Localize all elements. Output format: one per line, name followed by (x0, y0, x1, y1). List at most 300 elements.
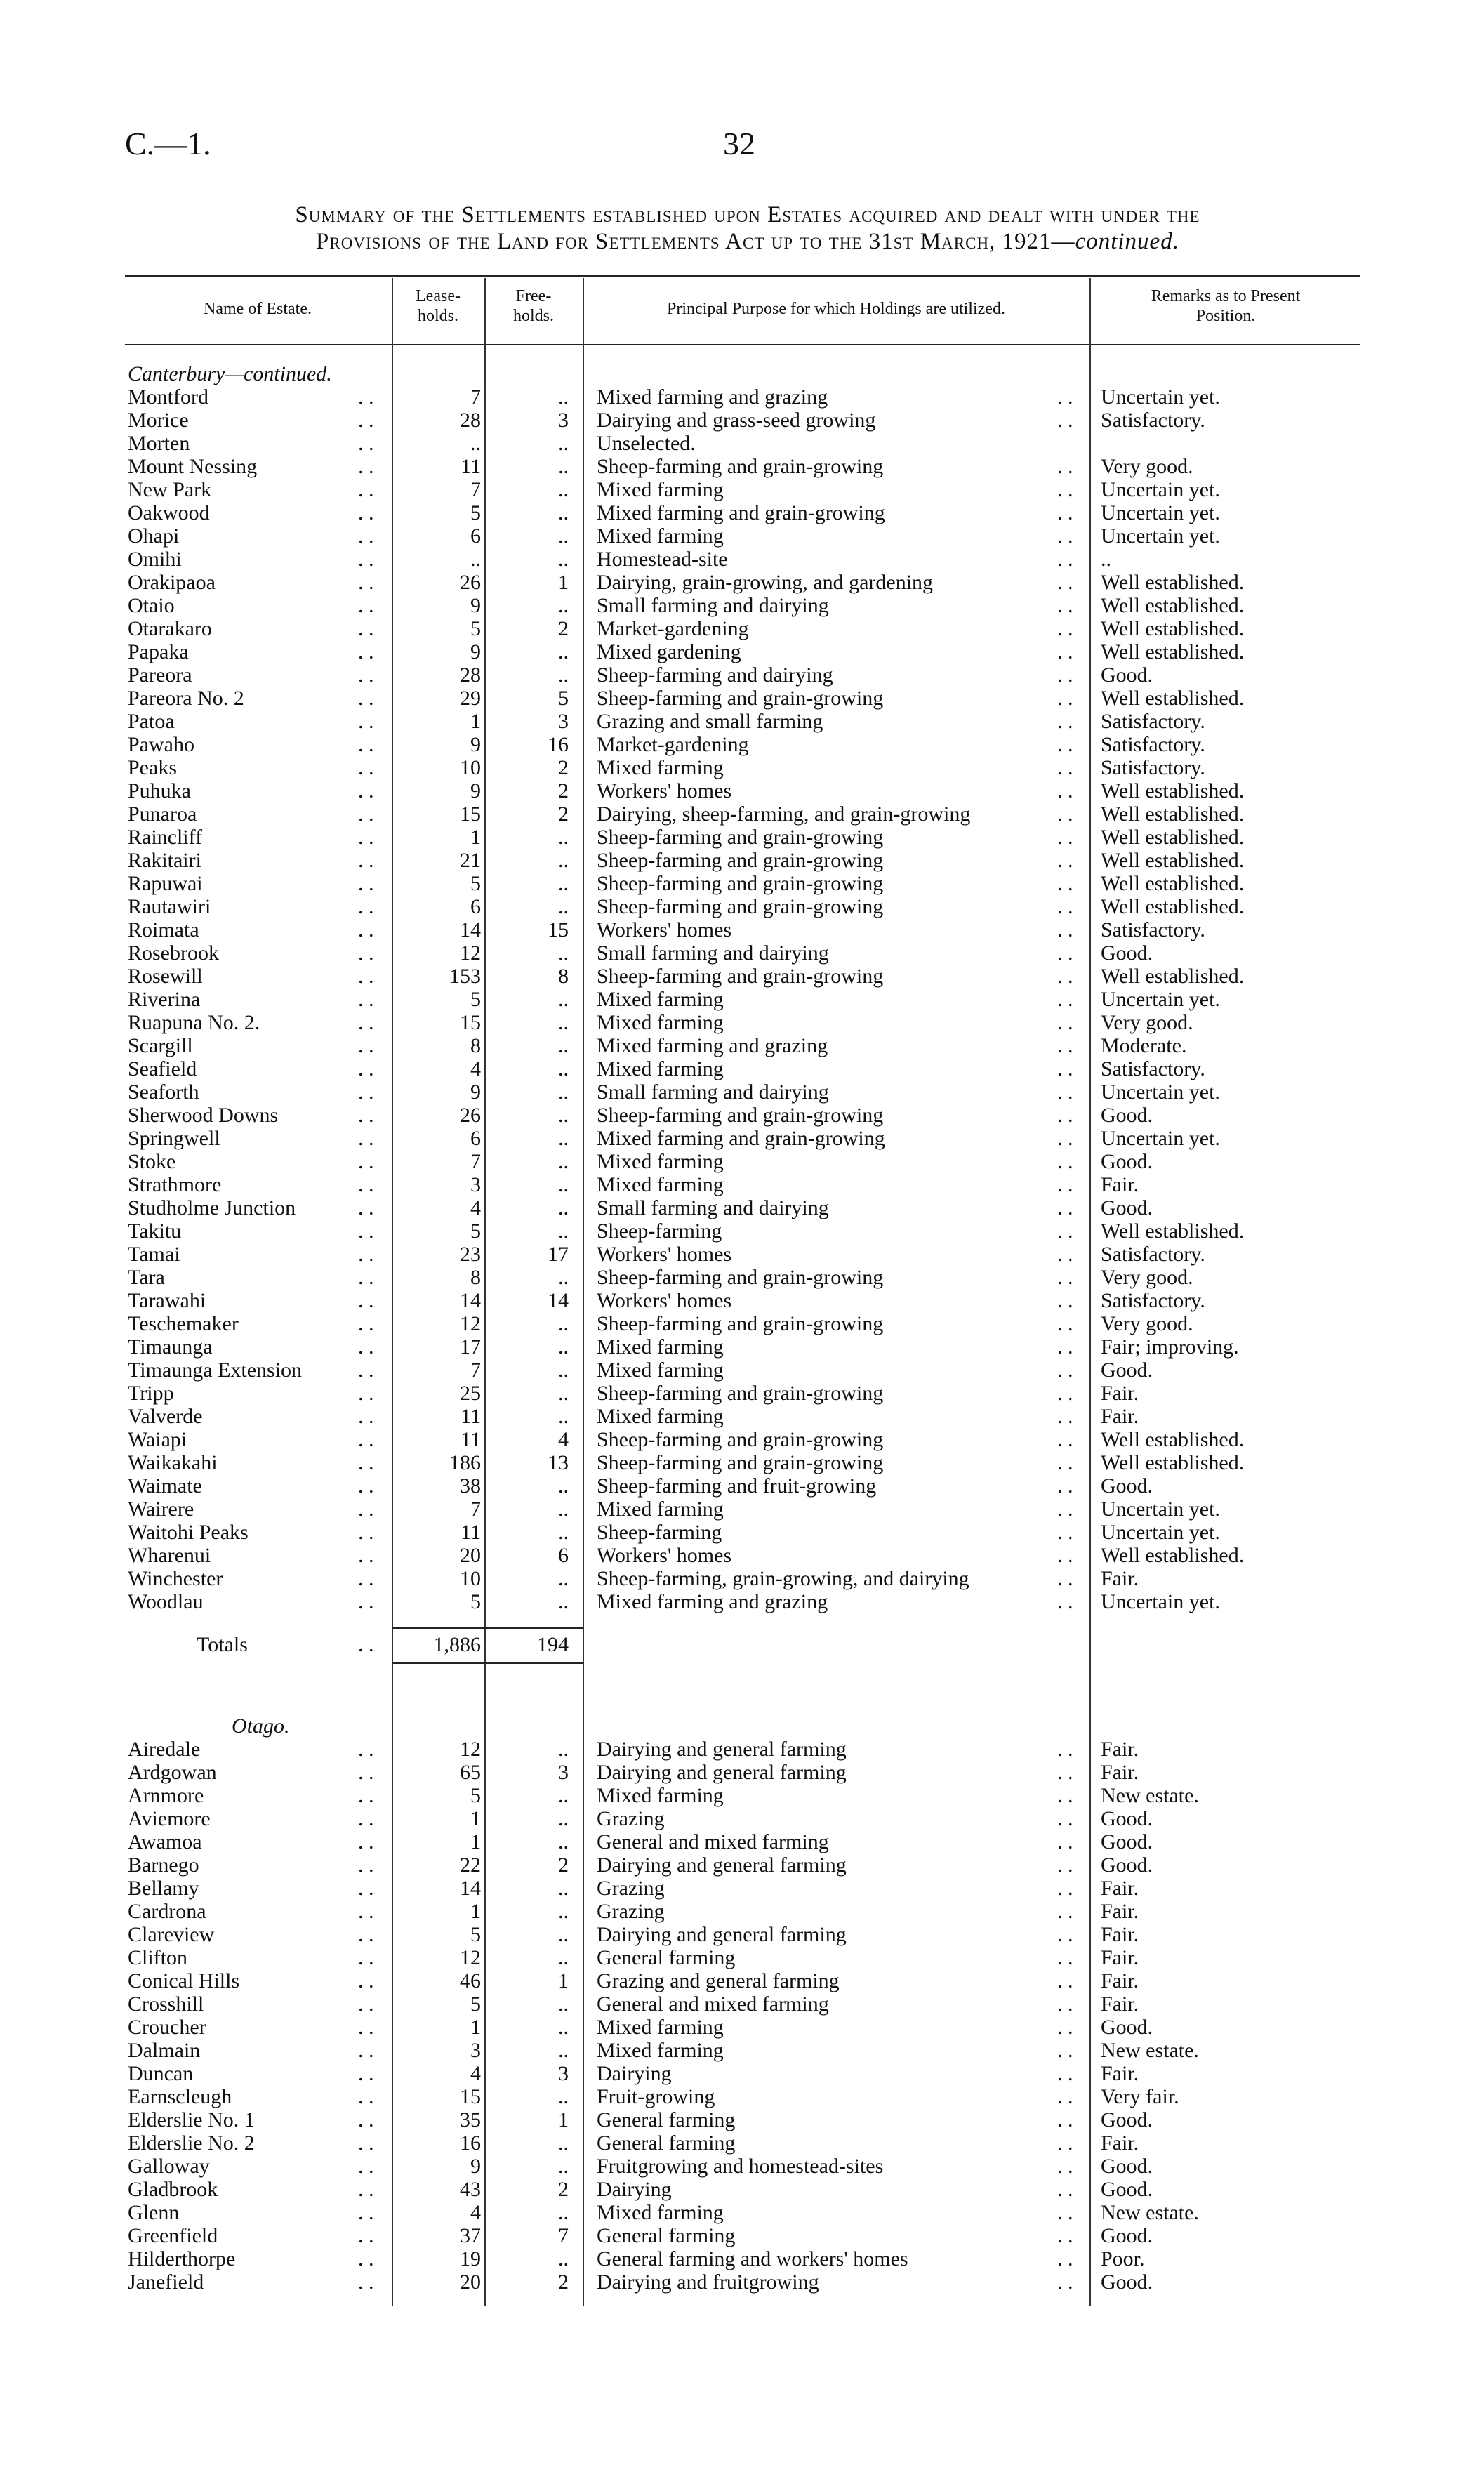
freeholds-value: 1 (558, 571, 569, 594)
leaseholds-value: .. (470, 432, 481, 455)
purpose-value: Small farming and dairying (597, 941, 829, 965)
leader-dots: . . (358, 2108, 374, 2131)
leader-dots: . . (1057, 2270, 1073, 2294)
title-line2-main: Provisions of the Land for Settlements Act up to the 31st March, 1921— (316, 229, 1075, 254)
leader-dots: . . (358, 988, 374, 1011)
table-row (0, 1498, 1484, 1521)
leaseholds-value: 6 (470, 524, 481, 548)
purpose-value: Sheep-farming and grain-growing (597, 455, 884, 478)
leader-dots: . . (358, 1761, 374, 1784)
leader-dots: . . (1057, 1969, 1073, 1992)
remarks-value: Well established. (1101, 1544, 1245, 1567)
leaseholds-value: 1 (470, 1900, 481, 1923)
leader-dots: . . (358, 1266, 374, 1289)
leaseholds-value: 9 (470, 1080, 481, 1104)
leaseholds-value: 5 (470, 1784, 481, 1807)
leader-dots: . . (358, 1567, 374, 1590)
leader-dots: . . (358, 1196, 374, 1219)
leaseholds-value: 11 (461, 455, 481, 478)
remarks-value: Satisfactory. (1101, 1057, 1205, 1080)
freeholds-value: .. (558, 1946, 569, 1969)
leader-dots: . . (358, 756, 374, 779)
leader-dots: . . (358, 478, 374, 501)
leaseholds-value: 12 (460, 1312, 481, 1335)
leader-dots: . . (1057, 1877, 1073, 1900)
table-row (0, 594, 1484, 617)
purpose-value: Dairying and general farming (597, 1853, 847, 1877)
freeholds-value: .. (558, 524, 569, 548)
leaseholds-value: 153 (449, 965, 481, 988)
leader-dots: . . (1057, 478, 1073, 501)
leader-dots: . . (358, 617, 374, 640)
purpose-value: Workers' homes (597, 918, 732, 941)
freeholds-value: .. (558, 2016, 569, 2039)
remarks-value: Fair. (1101, 2131, 1139, 2155)
estate-name: Janefield (128, 2270, 204, 2294)
table-row (0, 895, 1484, 918)
leader-dots: . . (1057, 988, 1073, 1011)
leader-dots: . . (1057, 1923, 1073, 1946)
estate-name: Awamoa (128, 1830, 202, 1853)
leader-dots: . . (1057, 1266, 1073, 1289)
table-row (0, 826, 1484, 849)
estate-name: Clifton (128, 1946, 188, 1969)
remarks-value: Uncertain yet. (1101, 1521, 1220, 1544)
purpose-value: Grazing and general farming (597, 1969, 840, 1992)
table-title-line2 (119, 229, 1376, 255)
table-row (0, 2131, 1484, 2155)
estate-name: Rakitairi (128, 849, 201, 872)
leader-dots: . . (358, 1173, 374, 1196)
table-row (0, 756, 1484, 779)
table-row (0, 2178, 1484, 2201)
table-row (0, 1969, 1484, 1992)
estate-name: Pawaho (128, 733, 194, 756)
leader-dots: . . (1057, 1738, 1073, 1761)
estate-name: Waimate (128, 1474, 202, 1498)
freeholds-value: 3 (558, 409, 569, 432)
leader-dots: . . (1057, 1080, 1073, 1104)
estate-name: Valverde (128, 1405, 203, 1428)
purpose-value: Workers' homes (597, 779, 732, 802)
remarks-value: Good. (1101, 663, 1153, 687)
estate-name: Timaunga (128, 1335, 213, 1359)
remarks-value: Very good. (1101, 1312, 1193, 1335)
freeholds-value: .. (558, 478, 569, 501)
leader-dots: . . (1057, 895, 1073, 918)
remarks-value: Well established. (1101, 617, 1245, 640)
leaseholds-value: 8 (470, 1034, 481, 1057)
purpose-value: Mixed gardening (597, 640, 741, 663)
leaseholds-value: 5 (470, 617, 481, 640)
document-code: C.—1. (125, 126, 211, 161)
estate-name: Patoa (128, 710, 175, 733)
leaseholds-value: 1 (470, 710, 481, 733)
leader-dots: . . (1057, 1830, 1073, 1853)
freeholds-value: .. (558, 1807, 569, 1830)
freeholds-value: .. (558, 501, 569, 524)
leader-dots: . . (1057, 1761, 1073, 1784)
leaseholds-value: 9 (470, 594, 481, 617)
leaseholds-value: 5 (470, 1992, 481, 2016)
purpose-value: Sheep-farming and grain-growing (597, 1266, 884, 1289)
table-row (0, 1590, 1484, 1613)
leaseholds-value: 4 (470, 1196, 481, 1219)
table-row (0, 2224, 1484, 2247)
remarks-value: Good. (1101, 1150, 1153, 1173)
purpose-value: Grazing and small farming (597, 710, 823, 733)
purpose-value: Sheep-farming, grain-growing, and dairying (597, 1567, 969, 1590)
purpose-value: Mixed farming and grain-growing (597, 1127, 885, 1150)
freeholds-value: .. (558, 2085, 569, 2108)
table-row (0, 1451, 1484, 1474)
estate-name: Waikakahi (128, 1451, 218, 1474)
leader-dots: . . (358, 409, 374, 432)
leaseholds-value: .. (470, 548, 481, 571)
table-row (0, 1474, 1484, 1498)
leader-dots: . . (358, 1474, 374, 1498)
freeholds-value: .. (558, 2155, 569, 2178)
estate-name: Waiapi (128, 1428, 187, 1451)
estate-name: Waitohi Peaks (128, 1521, 249, 1544)
totals-leaseholds: 1,886 (433, 1633, 481, 1656)
leader-dots: . . (358, 1992, 374, 2016)
freeholds-value: .. (558, 455, 569, 478)
leaseholds-value: 37 (460, 2224, 481, 2247)
leaseholds-value: 5 (470, 1219, 481, 1243)
leader-dots: . . (1057, 1382, 1073, 1405)
section-title: Otago. (232, 1714, 290, 1738)
leaseholds-value: 5 (470, 1923, 481, 1946)
leaseholds-value: 1 (470, 1830, 481, 1853)
leader-dots: . . (1057, 1567, 1073, 1590)
purpose-value: Mixed farming (597, 524, 724, 548)
freeholds-value: .. (558, 1498, 569, 1521)
freeholds-value: .. (558, 2201, 569, 2224)
leader-dots: . . (1057, 571, 1073, 594)
col-header-remarks: Remarks as to Present Position. (1151, 287, 1301, 325)
leaseholds-value: 7 (470, 385, 481, 409)
leader-dots: . . (358, 1784, 374, 1807)
remarks-value: Well established. (1101, 965, 1245, 988)
table-row (0, 1992, 1484, 2016)
leader-dots: . . (1057, 1498, 1073, 1521)
remarks-value: Very good. (1101, 1011, 1193, 1034)
leader-dots: . . (358, 802, 374, 826)
table-row (0, 988, 1484, 1011)
leaseholds-value: 8 (470, 1266, 481, 1289)
freeholds-value: 6 (558, 1544, 569, 1567)
leader-dots: . . (358, 2016, 374, 2039)
table-row (0, 1544, 1484, 1567)
table-row (0, 2016, 1484, 2039)
leader-dots: . . (358, 1127, 374, 1150)
estate-name: Otarakaro (128, 617, 212, 640)
estate-name: Riverina (128, 988, 201, 1011)
estate-name: Strathmore (128, 1173, 222, 1196)
leader-dots: . . (358, 895, 374, 918)
leaseholds-value: 43 (460, 2178, 481, 2201)
leader-dots: . . (358, 1034, 374, 1057)
freeholds-value: 2 (558, 617, 569, 640)
freeholds-value: 16 (548, 733, 569, 756)
table-row (0, 1567, 1484, 1590)
leaseholds-value: 6 (470, 1127, 481, 1150)
leader-dots: . . (1057, 2085, 1073, 2108)
leader-dots: . . (1057, 1405, 1073, 1428)
estate-name: Montford (128, 385, 208, 409)
remarks-value: Well established. (1101, 1428, 1245, 1451)
leader-dots: . . (1057, 548, 1073, 571)
freeholds-value: .. (558, 1057, 569, 1080)
leader-dots: . . (1057, 2016, 1073, 2039)
freeholds-value: .. (558, 1312, 569, 1335)
leader-dots: . . (1057, 409, 1073, 432)
leader-dots: . . (1057, 2108, 1073, 2131)
estate-name: Seafield (128, 1057, 197, 1080)
leader-dots: . . (1057, 849, 1073, 872)
leader-dots: . . (358, 571, 374, 594)
remarks-value: Fair. (1101, 1405, 1139, 1428)
leader-dots: . . (1057, 918, 1073, 941)
freeholds-value: .. (558, 895, 569, 918)
purpose-value: Workers' homes (597, 1544, 732, 1567)
purpose-value: Mixed farming and grazing (597, 1590, 828, 1613)
leaseholds-value: 38 (460, 1474, 481, 1498)
purpose-value: Sheep-farming and grain-growing (597, 965, 884, 988)
leader-dots: . . (358, 1946, 374, 1969)
purpose-value: Small farming and dairying (597, 1080, 829, 1104)
freeholds-value: .. (558, 432, 569, 455)
leader-dots: . . (358, 1853, 374, 1877)
leader-dots: . . (358, 965, 374, 988)
purpose-value: General farming (597, 1946, 736, 1969)
remarks-value: Well established. (1101, 1219, 1245, 1243)
leader-dots: . . (358, 2155, 374, 2178)
section-title: Canterbury—continued. (128, 362, 332, 385)
remarks-value: Good. (1101, 2178, 1153, 2201)
remarks-value: Uncertain yet. (1101, 385, 1220, 409)
purpose-value: Mixed farming (597, 1173, 724, 1196)
leader-dots: . . (358, 1335, 374, 1359)
freeholds-value: .. (558, 1590, 569, 1613)
purpose-value: Dairying, grain-growing, and gardening (597, 571, 934, 594)
freeholds-value: 17 (548, 1243, 569, 1266)
purpose-value: Mixed farming (597, 2201, 724, 2224)
remarks-value: Well established. (1101, 571, 1245, 594)
purpose-value: Fruit-growing (597, 2085, 715, 2108)
remarks-value: Fair. (1101, 1877, 1139, 1900)
estate-name: Orakipaoa (128, 571, 216, 594)
leaseholds-value: 1 (470, 2016, 481, 2039)
remarks-value: Uncertain yet. (1101, 524, 1220, 548)
purpose-value: Small farming and dairying (597, 594, 829, 617)
freeholds-value: .. (558, 849, 569, 872)
freeholds-value: .. (558, 1104, 569, 1127)
estate-name: Mount Nessing (128, 455, 258, 478)
leaseholds-value: 14 (460, 918, 481, 941)
freeholds-value: .. (558, 1567, 569, 1590)
table-row (0, 2085, 1484, 2108)
remarks-value: Fair. (1101, 2062, 1139, 2085)
remarks-value: Good. (1101, 1853, 1153, 1877)
leaseholds-value: 20 (460, 1544, 481, 1567)
leader-dots: . . (1057, 1900, 1073, 1923)
remarks-value: Good. (1101, 2016, 1153, 2039)
leader-dots: . . (1057, 1127, 1073, 1150)
leader-dots: . . (358, 779, 374, 802)
remarks-value: Good. (1101, 1104, 1153, 1127)
leader-dots: . . (1057, 663, 1073, 687)
table-row (0, 1196, 1484, 1219)
remarks-value: Fair. (1101, 1173, 1139, 1196)
leaseholds-value: 15 (460, 2085, 481, 2108)
table-row (0, 2108, 1484, 2131)
remarks-value: Fair. (1101, 1567, 1139, 1590)
leader-dots: . . (358, 2178, 374, 2201)
leader-dots: . . (1057, 1034, 1073, 1057)
leader-dots: . . (358, 941, 374, 965)
remarks-value: Good. (1101, 2224, 1153, 2247)
table-row (0, 710, 1484, 733)
table-row (0, 1057, 1484, 1080)
estate-name: Woodlau (128, 1590, 204, 1613)
leader-dots: . . (358, 1243, 374, 1266)
leaseholds-value: 12 (460, 1946, 481, 1969)
table-row (0, 2270, 1484, 2294)
estate-name: Cardrona (128, 1900, 206, 1923)
leader-dots: . . (1057, 2224, 1073, 2247)
freeholds-value: .. (558, 1521, 569, 1544)
leader-dots: . . (1057, 1544, 1073, 1567)
table-row (0, 548, 1484, 571)
purpose-value: Sheep-farming and grain-growing (597, 1451, 884, 1474)
purpose-value: Grazing (597, 1900, 665, 1923)
col-header-leaseholds: Lease- holds. (416, 287, 461, 325)
remarks-value: Uncertain yet. (1101, 478, 1220, 501)
leaseholds-value: 15 (460, 802, 481, 826)
leader-dots: . . (358, 1382, 374, 1405)
remarks-value: Satisfactory. (1101, 409, 1205, 432)
freeholds-value: .. (558, 2247, 569, 2270)
totals-label: Totals (197, 1633, 248, 1656)
remarks-value: Fair; improving. (1101, 1335, 1239, 1359)
remarks-value: .. (1101, 548, 1111, 571)
purpose-value: General and mixed farming (597, 1830, 829, 1853)
estate-name: Aviemore (128, 1807, 211, 1830)
estate-name: Clareview (128, 1923, 215, 1946)
freeholds-value: .. (558, 1923, 569, 1946)
remarks-value: Satisfactory. (1101, 1243, 1205, 1266)
leader-dots: . . (358, 1521, 374, 1544)
leader-dots: . . (358, 432, 374, 455)
leader-dots: . . (358, 1289, 374, 1312)
leaseholds-value: 9 (470, 2155, 481, 2178)
freeholds-value: 7 (558, 2224, 569, 2247)
estate-name: Conical Hills (128, 1969, 240, 1992)
page-number: 32 (723, 126, 755, 161)
leaseholds-value: 65 (460, 1761, 481, 1784)
freeholds-value: .. (558, 1196, 569, 1219)
remarks-value: New estate. (1101, 2039, 1199, 2062)
table-row (0, 687, 1484, 710)
leader-dots: . . (358, 1738, 374, 1761)
leader-dots: . . (1057, 2178, 1073, 2201)
estate-name: Scargill (128, 1034, 193, 1057)
leader-dots: . . (1057, 779, 1073, 802)
leader-dots: . . (1057, 1219, 1073, 1243)
leader-dots: . . (1057, 872, 1073, 895)
leader-dots: . . (358, 710, 374, 733)
leader-dots: . . (1057, 1359, 1073, 1382)
remarks-value: Satisfactory. (1101, 756, 1205, 779)
col-header-freeholds: Free- holds. (512, 287, 554, 325)
remarks-value: Satisfactory. (1101, 710, 1205, 733)
freeholds-value: 3 (558, 1761, 569, 1784)
totals-rule-bottom (392, 1662, 583, 1664)
leader-dots: . . (1057, 2131, 1073, 2155)
leaseholds-value: 14 (460, 1289, 481, 1312)
table-row (0, 1830, 1484, 1853)
leader-dots: . . (358, 2270, 374, 2294)
table-row (0, 1428, 1484, 1451)
leader-dots: . . (1057, 617, 1073, 640)
leader-dots: . . (358, 849, 374, 872)
freeholds-value: .. (558, 1173, 569, 1196)
remarks-value: Good. (1101, 1359, 1153, 1382)
remarks-value: Well established. (1101, 895, 1245, 918)
estate-name: Stoke (128, 1150, 176, 1173)
freeholds-value: 1 (558, 2108, 569, 2131)
purpose-value: Sheep-farming and fruit-growing (597, 1474, 877, 1498)
table-row (0, 1219, 1484, 1243)
leaseholds-value: 28 (460, 663, 481, 687)
leader-dots: . . (358, 1544, 374, 1567)
remarks-value: Uncertain yet. (1101, 501, 1220, 524)
estate-name: Elderslie No. 1 (128, 2108, 255, 2131)
estate-name: Crosshill (128, 1992, 204, 2016)
leaseholds-value: 29 (460, 687, 481, 710)
table-row (0, 1289, 1484, 1312)
remarks-value: Fair. (1101, 1761, 1139, 1784)
leaseholds-value: 16 (460, 2131, 481, 2155)
leaseholds-value: 7 (470, 1359, 481, 1382)
leader-dots: . . (1057, 826, 1073, 849)
leader-dots: . . (1057, 1807, 1073, 1830)
remarks-value: Uncertain yet. (1101, 1498, 1220, 1521)
purpose-value: Sheep-farming and grain-growing (597, 1382, 884, 1405)
remarks-value: Uncertain yet. (1101, 1080, 1220, 1104)
freeholds-value: .. (558, 1127, 569, 1150)
remarks-value: Fair. (1101, 1382, 1139, 1405)
leader-dots: . . (1057, 455, 1073, 478)
leader-dots: . . (1057, 1451, 1073, 1474)
leader-dots: . . (1057, 2062, 1073, 2085)
purpose-value: Mixed farming and grain-growing (597, 501, 885, 524)
leaseholds-value: 19 (460, 2247, 481, 2270)
table-row (0, 663, 1484, 687)
freeholds-value: .. (558, 1992, 569, 2016)
leaseholds-value: 4 (470, 1057, 481, 1080)
estate-name: Timaunga Extension (128, 1359, 303, 1382)
estate-name: Dalmain (128, 2039, 201, 2062)
leader-dots: . . (358, 2131, 374, 2155)
purpose-value: Sheep-farming and grain-growing (597, 1428, 884, 1451)
estate-name: Puhuka (128, 779, 191, 802)
freeholds-value: 4 (558, 1428, 569, 1451)
totals-rule-top (392, 1627, 583, 1629)
leader-dots: . . (1057, 1196, 1073, 1219)
